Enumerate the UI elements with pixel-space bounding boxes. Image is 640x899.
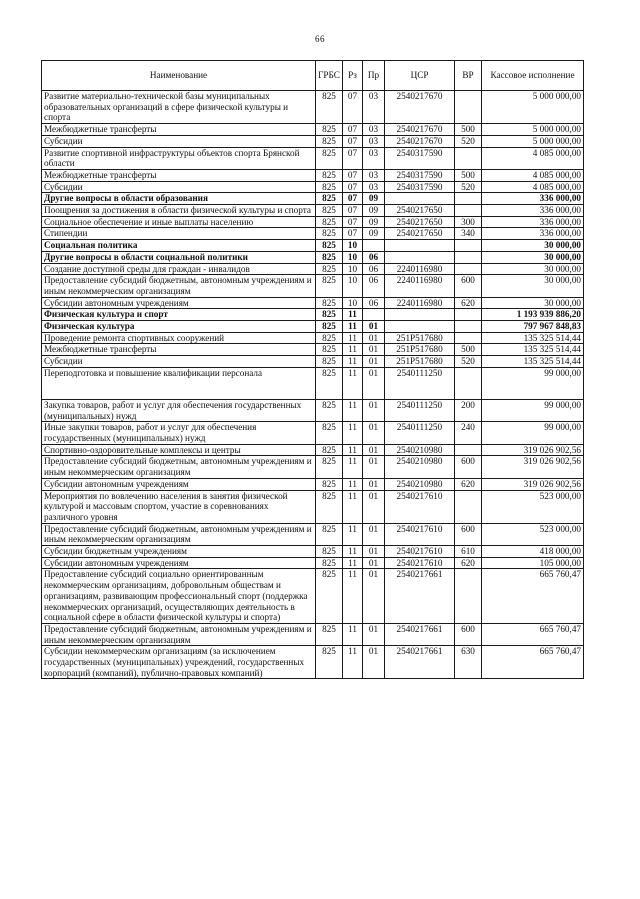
cell-csr: 2240116980 [385, 275, 455, 297]
cell-rz: 07 [343, 228, 363, 240]
cell-name: Предоставление субсидий бюджетным, автономным учреждениям и иным некоммерческим организациям [42, 523, 316, 545]
cell-rz: 11 [343, 490, 363, 523]
cell-name: Проведение ремонта спортивных сооружений [42, 332, 316, 344]
cell-amount: 665 760,47 [482, 646, 584, 679]
cell-vr [455, 91, 482, 124]
cell-amount: 336 000,00 [482, 205, 584, 217]
cell-vr [455, 263, 482, 275]
cell-rz: 11 [343, 444, 363, 456]
cell-rz: 11 [343, 356, 363, 368]
cell-grbs: 825 [316, 546, 343, 558]
cell-rz: 10 [343, 251, 363, 263]
cell-rz: 11 [343, 332, 363, 344]
cell-amount: 319 026 902,56 [482, 478, 584, 490]
cell-name: Межбюджетные трансферты [42, 344, 316, 356]
table-row [42, 478, 584, 490]
cell-grbs: 825 [316, 216, 343, 228]
table-row [42, 399, 584, 421]
cell-name: Другие вопросы в области социальной политики [42, 251, 316, 263]
cell-grbs: 825 [316, 263, 343, 275]
cell-vr [455, 321, 482, 333]
cell-pr: 01 [363, 478, 385, 490]
cell-csr: 2540217670 [385, 91, 455, 124]
cell-name: Физическая культура и спорт [42, 309, 316, 321]
cell-rz: 07 [343, 169, 363, 181]
cell-amount: 135 325 514,44 [482, 332, 584, 344]
cell-csr: 2540111250 [385, 399, 455, 421]
cell-amount: 99 000,00 [482, 399, 584, 421]
cell-vr: 240 [455, 422, 482, 444]
cell-grbs: 825 [316, 490, 343, 523]
cell-name: Социальное обеспечение и иные выплаты населению [42, 216, 316, 228]
cell-amount: 30 000,00 [482, 263, 584, 275]
cell-rz: 11 [343, 422, 363, 444]
cell-amount: 319 026 902,56 [482, 456, 584, 478]
cell-name: Субсидии автономным учреждениям [42, 297, 316, 309]
header-grbs: ГРБС [316, 61, 343, 91]
cell-csr: 2540217661 [385, 569, 455, 624]
cell-rz: 11 [343, 309, 363, 321]
cell-pr: 01 [363, 356, 385, 368]
cell-rz: 07 [343, 124, 363, 136]
cell-grbs: 825 [316, 124, 343, 136]
cell-vr: 200 [455, 399, 482, 421]
header-amount: Кассовое исполнение [482, 61, 584, 91]
table-row [42, 275, 584, 297]
table-row [42, 344, 584, 356]
cell-vr: 500 [455, 344, 482, 356]
table-row [42, 193, 584, 205]
cell-name: Субсидии [42, 135, 316, 147]
cell-name: Мероприятия по вовлечению населения в занятия физической культурой и массовым спортом, участие в соревнованиях различного уровня [42, 490, 316, 523]
table-row [42, 251, 584, 263]
cell-pr [363, 309, 385, 321]
cell-grbs: 825 [316, 205, 343, 217]
cell-pr: 06 [363, 263, 385, 275]
cell-vr [455, 332, 482, 344]
table-row [42, 490, 584, 523]
cell-grbs: 825 [316, 91, 343, 124]
cell-rz: 10 [343, 263, 363, 275]
cell-amount: 99 000,00 [482, 422, 584, 444]
cell-csr: 2540217610 [385, 546, 455, 558]
cell-vr: 620 [455, 478, 482, 490]
cell-pr: 03 [363, 135, 385, 147]
cell-name: Субсидии некоммерческим организациям (за исключением государственных (муниципальных) учреждений, государственных корпораций (компаний), публично-правовых компаний) [42, 646, 316, 679]
cell-csr: 2540210980 [385, 478, 455, 490]
cell-name: Иные закупки товаров, работ и услуг для обеспечения государственных (муниципальных) нужд [42, 422, 316, 444]
cell-pr: 06 [363, 251, 385, 263]
cell-name: Переподготовка и повышение квалификации персонала [42, 367, 316, 399]
cell-pr: 01 [363, 332, 385, 344]
table-row [42, 321, 584, 333]
cell-pr: 03 [363, 181, 385, 193]
cell-name: Предоставление субсидий социально ориентированным некоммерческим организациям, добровольным обществам и организациям, развивающим профессиональный спорт (поддержка некоммерческих организаций, осуществляющих деятельность в социальной сфере в области физической культуры и спорта) [42, 569, 316, 624]
cell-pr: 01 [363, 546, 385, 558]
cell-grbs: 825 [316, 240, 343, 252]
cell-rz: 10 [343, 240, 363, 252]
cell-pr: 01 [363, 523, 385, 545]
cell-vr: 610 [455, 546, 482, 558]
cell-amount: 1 193 939 886,20 [482, 309, 584, 321]
cell-vr [455, 367, 482, 399]
cell-rz: 07 [343, 147, 363, 169]
cell-pr: 01 [363, 399, 385, 421]
table-row [42, 309, 584, 321]
cell-pr: 01 [363, 456, 385, 478]
cell-amount: 135 325 514,44 [482, 344, 584, 356]
cell-pr: 01 [363, 557, 385, 569]
cell-csr: 2540217610 [385, 523, 455, 545]
cell-grbs: 825 [316, 275, 343, 297]
table-row [42, 297, 584, 309]
cell-pr: 09 [363, 193, 385, 205]
cell-grbs: 825 [316, 181, 343, 193]
cell-rz: 07 [343, 181, 363, 193]
cell-name: Развитие спортивной инфраструктуры объектов спорта Брянской области [42, 147, 316, 169]
cell-csr: 251P517680 [385, 332, 455, 344]
cell-vr: 600 [455, 275, 482, 297]
cell-csr: 2540111250 [385, 367, 455, 399]
table-row [42, 557, 584, 569]
cell-name: Закупка товаров, работ и услуг для обеспечения государственных (муниципальных) нужд [42, 399, 316, 421]
cell-grbs: 825 [316, 444, 343, 456]
table-row [42, 332, 584, 344]
cell-csr: 2540210980 [385, 444, 455, 456]
table-body [42, 91, 584, 679]
cell-grbs: 825 [316, 478, 343, 490]
cell-pr: 01 [363, 344, 385, 356]
cell-pr: 03 [363, 169, 385, 181]
cell-name: Субсидии [42, 181, 316, 193]
cell-rz: 10 [343, 297, 363, 309]
cell-pr: 09 [363, 228, 385, 240]
cell-csr: 251P517680 [385, 344, 455, 356]
cell-rz: 11 [343, 546, 363, 558]
cell-grbs: 825 [316, 321, 343, 333]
cell-rz: 11 [343, 569, 363, 624]
cell-pr: 03 [363, 124, 385, 136]
cell-csr: 2540210980 [385, 456, 455, 478]
cell-csr [385, 309, 455, 321]
cell-rz: 07 [343, 135, 363, 147]
cell-amount: 30 000,00 [482, 297, 584, 309]
cell-rz: 11 [343, 646, 363, 679]
header-csr: ЦСР [385, 61, 455, 91]
cell-csr: 2540217661 [385, 623, 455, 645]
cell-rz: 07 [343, 193, 363, 205]
header-pr: Пр [363, 61, 385, 91]
cell-name: Субсидии автономным учреждениям [42, 478, 316, 490]
cell-pr: 06 [363, 297, 385, 309]
cell-amount: 4 085 000,00 [482, 181, 584, 193]
cell-csr: 2540217650 [385, 216, 455, 228]
cell-name: Предоставление субсидий бюджетным, автономным учреждениям и иным некоммерческим организациям [42, 456, 316, 478]
table-row [42, 623, 584, 645]
header-rz: Рз [343, 61, 363, 91]
cell-csr: 2540217610 [385, 557, 455, 569]
cell-csr: 2540217670 [385, 135, 455, 147]
cell-amount: 5 000 000,00 [482, 124, 584, 136]
cell-grbs: 825 [316, 332, 343, 344]
header-vr: ВР [455, 61, 482, 91]
cell-grbs: 825 [316, 557, 343, 569]
table-row [42, 91, 584, 124]
cell-grbs: 825 [316, 147, 343, 169]
cell-amount: 5 000 000,00 [482, 135, 584, 147]
table-row [42, 569, 584, 624]
cell-rz: 07 [343, 205, 363, 217]
cell-rz: 11 [343, 523, 363, 545]
table-row [42, 444, 584, 456]
cell-vr: 520 [455, 181, 482, 193]
cell-vr: 340 [455, 228, 482, 240]
cell-grbs: 825 [316, 422, 343, 444]
table-row [42, 523, 584, 545]
cell-pr: 06 [363, 275, 385, 297]
cell-rz: 11 [343, 478, 363, 490]
cell-pr: 01 [363, 569, 385, 624]
cell-rz: 11 [343, 399, 363, 421]
cell-grbs: 825 [316, 367, 343, 399]
cell-grbs: 825 [316, 569, 343, 624]
cell-vr: 500 [455, 169, 482, 181]
cell-vr: 600 [455, 623, 482, 645]
cell-vr: 600 [455, 523, 482, 545]
cell-pr: 01 [363, 490, 385, 523]
table-row [42, 169, 584, 181]
cell-csr: 2540111250 [385, 422, 455, 444]
table-row [42, 181, 584, 193]
cell-pr: 01 [363, 444, 385, 456]
table-row [42, 228, 584, 240]
cell-name: Субсидии бюджетным учреждениям [42, 546, 316, 558]
cell-name: Поощрения за достижения в области физической культуры и спорта [42, 205, 316, 217]
cell-csr: 2540317590 [385, 147, 455, 169]
cell-vr [455, 251, 482, 263]
cell-vr: 620 [455, 557, 482, 569]
cell-vr: 600 [455, 456, 482, 478]
cell-amount: 105 000,00 [482, 557, 584, 569]
cell-name: Стипендии [42, 228, 316, 240]
table-row [42, 240, 584, 252]
cell-rz: 07 [343, 216, 363, 228]
cell-name: Межбюджетные трансферты [42, 124, 316, 136]
cell-pr: 03 [363, 147, 385, 169]
cell-grbs: 825 [316, 523, 343, 545]
cell-vr [455, 490, 482, 523]
cell-amount: 4 085 000,00 [482, 169, 584, 181]
cell-name: Субсидии [42, 356, 316, 368]
cell-name: Субсидии автономным учреждениям [42, 557, 316, 569]
table-row [42, 456, 584, 478]
cell-grbs: 825 [316, 399, 343, 421]
cell-grbs: 825 [316, 356, 343, 368]
cell-name: Другие вопросы в области образования [42, 193, 316, 205]
cell-name: Предоставление субсидий бюджетным, автономным учреждениям и иным некоммерческим организациям [42, 275, 316, 297]
cell-csr: 2240116980 [385, 297, 455, 309]
cell-pr: 01 [363, 321, 385, 333]
header-name: Наименование [42, 61, 316, 91]
cell-amount: 523 000,00 [482, 523, 584, 545]
cell-pr [363, 240, 385, 252]
cell-grbs: 825 [316, 344, 343, 356]
cell-csr: 2540317590 [385, 169, 455, 181]
cell-grbs: 825 [316, 309, 343, 321]
cell-csr [385, 240, 455, 252]
table-header-row [42, 61, 584, 91]
cell-name: Физическая культура [42, 321, 316, 333]
cell-vr [455, 309, 482, 321]
cell-name: Межбюджетные трансферты [42, 169, 316, 181]
cell-name: Спортивно-оздоровительные комплексы и центры [42, 444, 316, 456]
cell-csr: 251P517680 [385, 356, 455, 368]
cell-rz: 11 [343, 557, 363, 569]
cell-name: Создание доступной среды для граждан - инвалидов [42, 263, 316, 275]
cell-grbs: 825 [316, 228, 343, 240]
cell-grbs: 825 [316, 297, 343, 309]
cell-rz: 11 [343, 321, 363, 333]
cell-grbs: 825 [316, 623, 343, 645]
cell-name: Социальная политика [42, 240, 316, 252]
cell-csr [385, 251, 455, 263]
cell-vr: 620 [455, 297, 482, 309]
cell-amount: 523 000,00 [482, 490, 584, 523]
cell-csr: 2540217650 [385, 205, 455, 217]
table-row [42, 216, 584, 228]
cell-csr: 2540217661 [385, 646, 455, 679]
table-row [42, 147, 584, 169]
cell-vr: 500 [455, 124, 482, 136]
cell-amount: 665 760,47 [482, 569, 584, 624]
table-row [42, 646, 584, 679]
cell-rz: 11 [343, 623, 363, 645]
cell-amount: 5 000 000,00 [482, 91, 584, 124]
cell-amount: 418 000,00 [482, 546, 584, 558]
cell-grbs: 825 [316, 169, 343, 181]
cell-csr [385, 193, 455, 205]
cell-csr: 2540217610 [385, 490, 455, 523]
table-row [42, 135, 584, 147]
page-number: 66 [315, 34, 325, 44]
cell-grbs: 825 [316, 193, 343, 205]
cell-rz: 11 [343, 344, 363, 356]
cell-vr: 520 [455, 356, 482, 368]
table-row [42, 356, 584, 368]
cell-vr: 300 [455, 216, 482, 228]
cell-vr [455, 205, 482, 217]
cell-csr: 2540217650 [385, 228, 455, 240]
cell-csr: 2240116980 [385, 263, 455, 275]
cell-pr: 01 [363, 367, 385, 399]
cell-vr [455, 240, 482, 252]
cell-pr: 09 [363, 216, 385, 228]
table-row [42, 124, 584, 136]
cell-pr: 01 [363, 422, 385, 444]
cell-pr: 09 [363, 205, 385, 217]
cell-pr: 01 [363, 646, 385, 679]
cell-amount: 30 000,00 [482, 240, 584, 252]
cell-name: Развитие материально-технической базы муниципальных образовательных организаций в сфере физической культуры и спорта [42, 91, 316, 124]
cell-grbs: 825 [316, 251, 343, 263]
cell-vr [455, 147, 482, 169]
cell-amount: 336 000,00 [482, 228, 584, 240]
cell-amount: 319 026 902,56 [482, 444, 584, 456]
table-row [42, 263, 584, 275]
cell-amount: 336 000,00 [482, 216, 584, 228]
cell-amount: 30 000,00 [482, 275, 584, 297]
cell-grbs: 825 [316, 135, 343, 147]
cell-csr [385, 321, 455, 333]
cell-amount: 135 325 514,44 [482, 356, 584, 368]
cell-name: Предоставление субсидий бюджетным, автономным учреждениям и иным некоммерческим организациям [42, 623, 316, 645]
table-row [42, 546, 584, 558]
cell-grbs: 825 [316, 456, 343, 478]
cell-rz: 11 [343, 456, 363, 478]
cell-amount: 336 000,00 [482, 193, 584, 205]
table-row [42, 367, 584, 399]
cell-vr: 520 [455, 135, 482, 147]
table-row [42, 422, 584, 444]
cell-pr: 03 [363, 91, 385, 124]
cell-grbs: 825 [316, 646, 343, 679]
cell-pr: 01 [363, 623, 385, 645]
cell-rz: 10 [343, 275, 363, 297]
cell-amount: 797 967 848,83 [482, 321, 584, 333]
cell-vr: 630 [455, 646, 482, 679]
cell-vr [455, 444, 482, 456]
table-row [42, 205, 584, 217]
cell-amount: 4 085 000,00 [482, 147, 584, 169]
cell-rz: 11 [343, 367, 363, 399]
cell-vr [455, 569, 482, 624]
cell-csr: 2540217670 [385, 124, 455, 136]
cell-amount: 99 000,00 [482, 367, 584, 399]
cell-rz: 07 [343, 91, 363, 124]
cell-csr: 2540317590 [385, 181, 455, 193]
cell-vr [455, 193, 482, 205]
cell-amount: 30 000,00 [482, 251, 584, 263]
cell-amount: 665 760,47 [482, 623, 584, 645]
budget-table [41, 60, 584, 679]
